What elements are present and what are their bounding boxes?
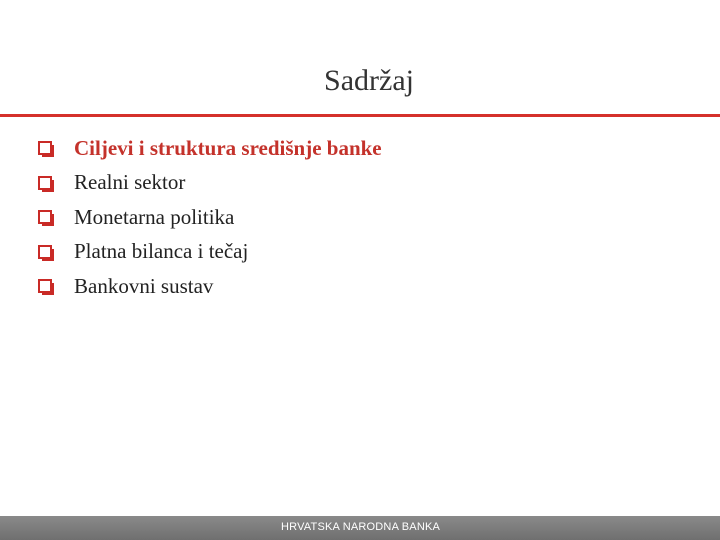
- title-divider: [0, 114, 720, 117]
- list-item-label: Monetarna politika: [74, 204, 235, 229]
- square-bullet-icon: [38, 245, 52, 259]
- list-item-label: Platna bilanca i tečaj: [74, 239, 249, 264]
- list-item-label: Bankovni sustav: [74, 273, 214, 298]
- square-bullet-icon: [38, 141, 52, 155]
- list-item: [38, 166, 382, 201]
- contents-list: [38, 131, 382, 304]
- list-item: [38, 269, 382, 304]
- list-item-label: Realni sektor: [74, 170, 186, 195]
- list-item: [38, 131, 382, 166]
- list-item-label: Ciljevi i struktura središnje banke: [74, 135, 382, 160]
- list-item: [38, 235, 382, 270]
- footer-bar: [0, 516, 720, 540]
- footer-brand: HRVATSKA NARODNA BANKA: [281, 521, 441, 533]
- square-bullet-icon: [38, 279, 52, 293]
- square-bullet-icon: [38, 176, 52, 190]
- slide-title: Sadržaj: [324, 64, 414, 97]
- square-bullet-icon: [38, 210, 52, 224]
- list-item: [38, 200, 382, 235]
